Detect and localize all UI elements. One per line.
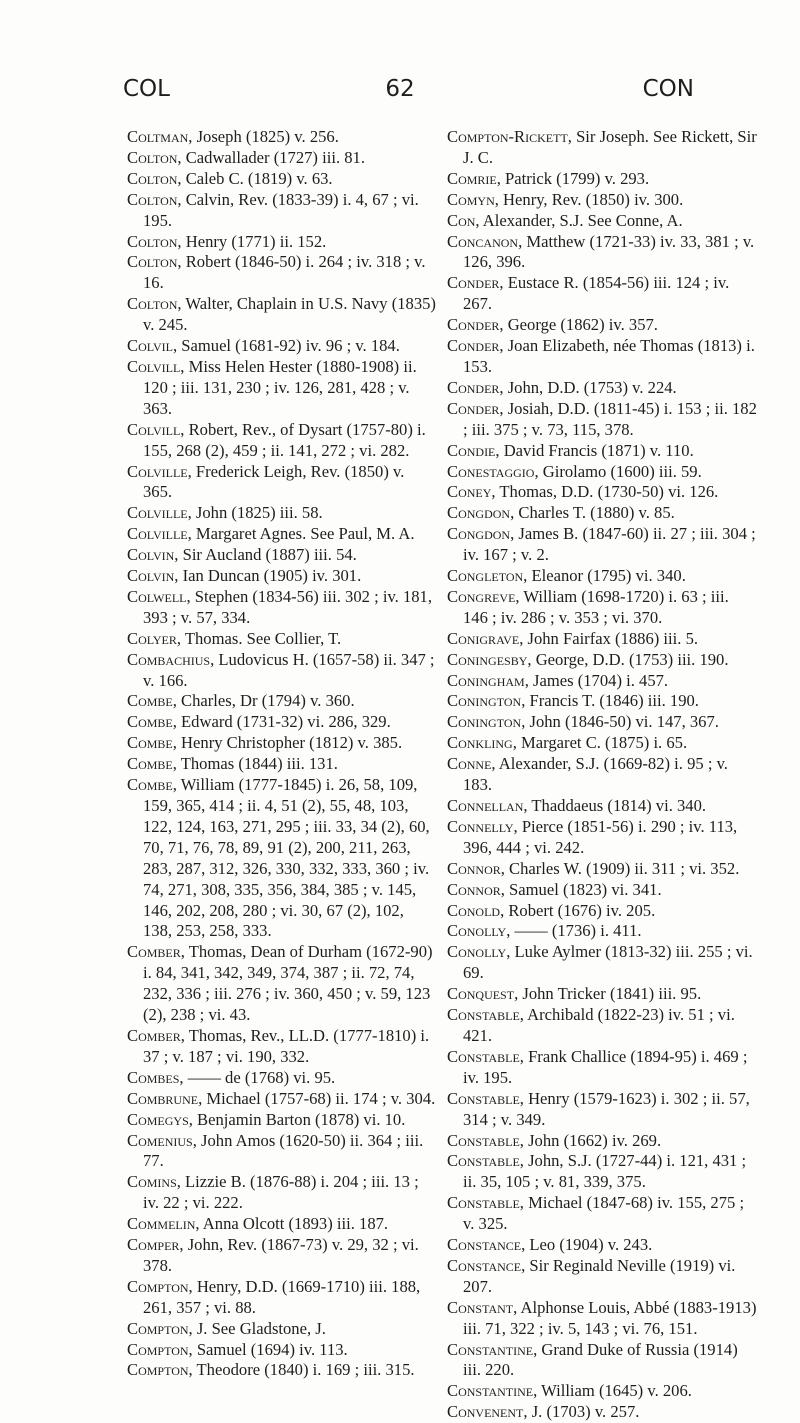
index-entry	[447, 273, 757, 315]
entry-references: , John (1662) iv. 269.	[519, 1130, 662, 1150]
index-entry	[447, 462, 757, 483]
entry-name: Colvin	[127, 566, 175, 586]
entry-references: , Ian Duncan (1905) iv. 301.	[174, 566, 362, 586]
index-entry	[447, 1256, 757, 1298]
index-entry	[447, 524, 757, 566]
entry-name: Colton	[127, 189, 178, 209]
index-entry	[447, 169, 757, 190]
index-entry	[447, 671, 757, 692]
index-entry	[127, 148, 437, 169]
index-entry	[447, 1089, 757, 1131]
entry-references: , George (1862) iv. 357.	[499, 315, 658, 335]
entry-name: Compton	[127, 1318, 189, 1338]
entry-name: Compton	[127, 1276, 189, 1296]
entry-name: Combe	[127, 712, 173, 732]
entry-name: Constance	[447, 1255, 522, 1275]
entry-name: Concanon	[447, 231, 519, 251]
entry-name: Coningesby	[447, 649, 528, 669]
index-entry	[447, 211, 757, 232]
index-entry	[127, 942, 437, 1026]
entry-references: , Margaret C. (1875) i. 65.	[512, 733, 688, 753]
entry-references: , Alexander, S.J. See Conne, A.	[475, 210, 683, 230]
entry-references: , Benjamin Barton (1878) vi. 10.	[188, 1109, 406, 1129]
left-index-column	[127, 127, 437, 1381]
entry-references: , William (1698-1720) i. 63 ; iii. 146 ; iv. 286 ; v. 353 ; vi. 370.	[463, 586, 729, 627]
entry-references: , Stephen (1834-56) iii. 302 ; iv. 181, 393 ; v. 57, 334.	[143, 586, 433, 627]
index-entry	[447, 503, 757, 524]
entry-name: Conkling	[447, 733, 513, 753]
index-entry	[447, 232, 757, 274]
index-entry	[127, 545, 437, 566]
index-entry	[447, 399, 757, 441]
entry-name: Colvin	[127, 545, 175, 565]
entry-name: Colton	[127, 168, 178, 188]
index-entry	[127, 1172, 437, 1214]
entry-name: Combe	[127, 754, 173, 774]
entry-references: , Alexander, S.J. (1669-82) i. 95 ; v. 183.	[463, 754, 728, 795]
index-entry	[127, 1340, 437, 1361]
entry-references: , James (1704) i. 457.	[524, 670, 669, 690]
index-entry	[447, 796, 757, 817]
entry-references: , Henry (1579-1623) i. 302 ; ii. 57, 314 ; v. 349.	[463, 1088, 750, 1129]
entry-name: Comins	[127, 1172, 177, 1192]
entry-references: , Thomas, D.D. (1730-50) vi. 126.	[491, 482, 719, 502]
entry-name: Compton-Rickett	[447, 127, 568, 146]
entry-name: Conder	[447, 377, 500, 397]
header-first-entry: COL	[123, 76, 170, 102]
entry-name: Conolly	[447, 942, 507, 962]
entry-references: , John, S.J. (1727-44) i. 121, 431 ; ii. 35, 105 ; v. 81, 339, 375.	[463, 1151, 747, 1192]
index-entry	[447, 1047, 757, 1089]
index-entry	[447, 817, 757, 859]
entry-references: , Cadwallader (1727) iii. 81.	[177, 147, 365, 167]
entry-name: Con	[447, 210, 476, 230]
index-entry	[127, 629, 437, 650]
entry-references: , Lizzie B. (1876-88) i. 204 ; iii. 13 ; iv. 22 ; vi. 222.	[143, 1172, 419, 1213]
entry-references: , Frank Challice (1894-95) i. 469 ; iv. 195.	[463, 1046, 748, 1087]
entry-name: Conder	[447, 336, 500, 356]
index-entry	[447, 984, 757, 1005]
entry-references: , George, D.D. (1753) iii. 190.	[527, 649, 729, 669]
entry-references: , John (1846-50) vi. 147, 367.	[521, 712, 719, 732]
entry-name: Combe	[127, 775, 173, 795]
index-entry	[447, 733, 757, 754]
index-entry	[127, 1110, 437, 1131]
entry-name: Coney	[447, 482, 492, 502]
entry-references: , John, D.D. (1753) v. 224.	[499, 377, 677, 397]
index-entry	[127, 462, 437, 504]
entry-references: , Thaddaeus (1814) vi. 340.	[523, 796, 707, 815]
index-entry	[127, 357, 437, 420]
index-entry	[447, 127, 757, 169]
index-entry	[447, 712, 757, 733]
index-entry	[127, 420, 437, 462]
index-entry	[127, 190, 437, 232]
entry-references: , Robert (1676) iv. 205.	[500, 900, 656, 920]
index-entry	[447, 901, 757, 922]
entry-references: , J. See Gladstone, J.	[188, 1318, 326, 1338]
entry-name: Constable	[447, 1193, 520, 1213]
entry-name: Constantine	[447, 1381, 534, 1401]
index-entry	[447, 942, 757, 984]
entry-references: , John Amos (1620-50) ii. 364 ; iii. 77.	[143, 1130, 424, 1171]
entry-name: Congreve	[447, 586, 516, 606]
index-entry	[127, 252, 437, 294]
index-entry	[127, 1235, 437, 1277]
entry-name: Colton	[127, 252, 178, 272]
entry-name: Convenent	[447, 1402, 524, 1422]
entry-references: , Sir Aucland (1887) iii. 54.	[174, 545, 357, 565]
entry-name: Conington	[447, 712, 522, 732]
entry-references: , Henry (1771) ii. 152.	[177, 231, 327, 251]
entry-name: Combes	[127, 1067, 180, 1087]
entry-name: Condie	[447, 440, 496, 460]
entry-references: , Patrick (1799) v. 293.	[496, 168, 650, 188]
index-entry	[447, 378, 757, 399]
entry-name: Conquest	[447, 984, 515, 1004]
index-entry	[127, 1214, 437, 1235]
entry-references: , Samuel (1694) iv. 113.	[188, 1339, 348, 1359]
entry-name: Colvil	[127, 336, 173, 356]
index-entry	[127, 232, 437, 253]
entry-references: , Joan Elizabeth, née Thomas (1813) i. 153.	[463, 336, 755, 376]
entry-name: Conne	[447, 754, 492, 774]
entry-name: Coningham	[447, 670, 525, 690]
index-entry	[127, 503, 437, 524]
index-entry	[127, 1360, 437, 1381]
index-entry	[127, 1089, 437, 1110]
index-entry	[127, 524, 437, 545]
entry-name: Connor	[447, 879, 501, 899]
entry-name: Constance	[447, 1235, 522, 1255]
entry-name: Constable	[447, 1151, 520, 1171]
entry-name: Conder	[447, 315, 500, 335]
entry-name: Colvill	[127, 419, 181, 439]
index-entry	[127, 294, 437, 336]
index-entry	[447, 1005, 757, 1047]
entry-references: , Samuel (1681-92) iv. 96 ; v. 184.	[172, 336, 400, 356]
entry-references: , —— de (1768) vi. 95.	[179, 1067, 336, 1087]
entry-name: Conder	[447, 273, 500, 293]
entry-name: Colville	[127, 503, 188, 523]
entry-name: Constable	[447, 1130, 520, 1150]
entry-references: , Henry, Rev. (1850) iv. 300.	[494, 189, 684, 209]
entry-name: Combe	[127, 691, 173, 711]
entry-references: , Josiah, D.D. (1811-45) i. 153 ; ii. 182 ; iii. 375 ; v. 73, 115, 378.	[463, 398, 757, 439]
entry-references: , Charles W. (1909) ii. 311 ; vi. 352.	[500, 858, 740, 878]
entry-name: Congdon	[447, 524, 511, 544]
entry-name: Colyer	[127, 628, 177, 648]
entry-references: , Alphonse Louis, Abbé (1883-1913) iii. 71, 322 ; iv. 5, 143 ; vi. 76, 151.	[463, 1297, 757, 1338]
index-entry	[447, 587, 757, 629]
index-entry	[447, 566, 757, 587]
entry-references: , Sir Joseph. See Rickett, Sir J. C.	[463, 127, 757, 167]
index-entry	[447, 1340, 757, 1382]
entry-references: , Thomas, Rev., LL.D. (1777-1810) i. 37 ; v. 187 ; vi. 190, 332.	[143, 1025, 430, 1066]
index-entry	[447, 1131, 757, 1152]
entry-name: Conington	[447, 691, 522, 711]
entry-name: Congleton	[447, 566, 524, 586]
index-entry	[127, 566, 437, 587]
index-entry	[127, 1277, 437, 1319]
index-entry	[127, 650, 437, 692]
entry-references: , William (1645) v. 206.	[533, 1381, 692, 1401]
entry-name: Comrie	[447, 168, 497, 188]
index-entry	[127, 587, 437, 629]
entry-references: , Robert, Rev., of Dysart (1757-80) i. 155, 268 (2), 459 ; ii. 141, 272 ; vi. 282.	[143, 419, 426, 460]
entry-references: , James B. (1847-60) ii. 27 ; iii. 304 ; iv. 167 ; v. 2.	[463, 524, 756, 565]
entry-name: Combe	[127, 733, 173, 753]
entry-references: , Ludovicus H. (1657-58) ii. 347 ; v. 166.	[143, 649, 435, 690]
index-entry	[127, 1026, 437, 1068]
entry-references: , Caleb C. (1819) v. 63.	[177, 168, 333, 188]
entry-references: , Thomas. See Collier, T.	[176, 628, 342, 648]
entry-references: , Archibald (1822-23) iv. 51 ; vi. 421.	[463, 1005, 735, 1045]
entry-references: , Pierce (1851-56) i. 290 ; iv. 113, 396, 444 ; vi. 242.	[463, 816, 738, 857]
entry-name: Colton	[127, 147, 178, 167]
index-entry	[447, 691, 757, 712]
entry-name: Comber	[127, 1025, 181, 1045]
entry-references: , William (1777-1845) i. 26, 58, 109, 159, 365, 414 ; ii. 4, 51 (2), 55, 48, 103, 122, 124, 163, 271, 295 ; iii. 33, 34 (2), 60, 70, 71, 76, 78, 89, 91 (2), 200, 211, 263, 283, 287, 312, 326, 330, 332, 333, 360 ; iv. 74, 271, 308, 335, 356, 384, 385 ; v. 145, 146, 202, 208, 280 ; vi. 30, 67 (2), 102, 138, 253, 258, 333.	[143, 775, 430, 941]
entry-references: , J. (1703) v. 257.	[523, 1402, 640, 1422]
index-entry	[447, 1193, 757, 1235]
index-entry	[447, 629, 757, 650]
entry-references: , Theodore (1840) i. 169 ; iii. 315.	[188, 1360, 415, 1380]
entry-name: Compton	[127, 1339, 189, 1359]
entry-name: Constable	[447, 1046, 520, 1066]
index-entry	[127, 691, 437, 712]
entry-name: Combachius	[127, 649, 211, 669]
entry-references: , Samuel (1823) vi. 341.	[500, 879, 662, 899]
entry-name: Comegys	[127, 1109, 189, 1129]
index-entry	[127, 1131, 437, 1173]
entry-references: , Michael (1757-68) ii. 174 ; v. 304.	[198, 1088, 436, 1108]
entry-references: , Matthew (1721-33) iv. 33, 381 ; v. 126, 396.	[463, 231, 755, 272]
entry-name: Colton	[127, 231, 178, 251]
index-entry	[127, 127, 437, 148]
entry-references: , Edward (1731-32) vi. 286, 329.	[172, 712, 391, 732]
entry-name: Coltman	[127, 127, 189, 146]
entry-references: , Eustace R. (1854-56) iii. 124 ; iv. 267.	[463, 273, 730, 314]
entry-name: Colville	[127, 524, 188, 544]
entry-references: , Leo (1904) v. 243.	[521, 1235, 653, 1255]
entry-references: , Miss Helen Hester (1880-1908) ii. 120 ; iii. 131, 230 ; iv. 126, 281, 428 ; v. 363.	[143, 356, 417, 418]
entry-name: Combrune	[127, 1088, 199, 1108]
entry-name: Colton	[127, 294, 178, 314]
entry-references: , Grand Duke of Russia (1914) iii. 220.	[463, 1339, 738, 1380]
entry-name: Conestaggio	[447, 461, 535, 481]
entry-references: , Walter, Chaplain in U.S. Navy (1835) v. 245.	[143, 294, 436, 335]
entry-name: Comyn	[447, 189, 495, 209]
entry-references: , Sir Reginald Neville (1919) vi. 207.	[463, 1255, 736, 1296]
index-entry	[447, 1151, 757, 1193]
entry-name: Conigrave	[447, 628, 520, 648]
index-entry	[447, 336, 757, 378]
entry-name: Constant	[447, 1297, 514, 1317]
index-entry	[127, 754, 437, 775]
entry-references: , Anna Olcott (1893) iii. 187.	[195, 1214, 389, 1234]
entry-name: Constable	[447, 1088, 520, 1108]
entry-references: , Joseph (1825) v. 256.	[188, 127, 339, 146]
entry-references: , Frederick Leigh, Rev. (1850) v. 365.	[143, 461, 405, 502]
index-entry	[447, 190, 757, 211]
header-last-entry: CON	[642, 76, 694, 102]
entry-name: Compton	[127, 1360, 189, 1380]
index-entry	[447, 921, 757, 942]
entry-references: , Charles T. (1880) v. 85.	[510, 503, 675, 523]
index-entry	[447, 1402, 757, 1423]
page-number: 62	[385, 76, 415, 102]
entry-name: Colville	[127, 461, 188, 481]
index-entry	[447, 1235, 757, 1256]
index-entry	[127, 169, 437, 190]
entry-name: Conold	[447, 900, 501, 920]
running-header	[0, 76, 800, 106]
entry-name: Conolly	[447, 921, 507, 941]
entry-name: Constable	[447, 1005, 520, 1025]
entry-references: , Robert (1846-50) i. 264 ; iv. 318 ; v. 16.	[143, 252, 426, 293]
index-entry	[447, 880, 757, 901]
entry-references: , —— (1736) i. 411.	[506, 921, 642, 941]
entry-name: Congdon	[447, 503, 511, 523]
entry-references: , Thomas (1844) iii. 131.	[172, 754, 338, 774]
entry-name: Constantine	[447, 1339, 534, 1359]
index-entry	[127, 1319, 437, 1340]
entry-references: , Eleanor (1795) vi. 340.	[523, 566, 686, 586]
entry-references: , John (1825) iii. 58.	[187, 503, 323, 523]
entry-name: Colvill	[127, 356, 181, 376]
entry-references: , Thomas, Dean of Durham (1672-90) i. 84, 341, 342, 349, 374, 387 ; ii. 72, 74, 232, 336 ; iii. 276 ; iv. 360, 450 ; v. 59, 123 (2), 238 ; vi. 43.	[143, 942, 433, 1025]
entry-name: Comenius	[127, 1130, 193, 1150]
entry-references: , Henry Christopher (1812) v. 385.	[172, 733, 403, 753]
entry-name: Comber	[127, 942, 181, 962]
entry-name: Connellan	[447, 796, 524, 815]
entry-name: Comper	[127, 1235, 180, 1255]
right-index-column	[447, 127, 757, 1423]
index-entry	[447, 482, 757, 503]
entry-references: , Charles, Dr (1794) v. 360.	[172, 691, 355, 711]
index-entry	[127, 775, 437, 942]
entry-references: , John, Rev. (1867-73) v. 29, 32 ; vi. 378.	[143, 1235, 419, 1275]
entry-references: , Luke Aylmer (1813-32) iii. 255 ; vi. 69.	[463, 942, 753, 983]
index-entry	[447, 859, 757, 880]
index-entry	[447, 315, 757, 336]
entry-references: , Calvin, Rev. (1833-39) i. 4, 67 ; vi. 195.	[143, 189, 419, 230]
entry-references: , Girolamo (1600) iii. 59.	[534, 461, 702, 481]
entry-references: , Henry, D.D. (1669-1710) iii. 188, 261, 357 ; vi. 88.	[143, 1276, 421, 1317]
index-entry	[447, 1298, 757, 1340]
index-entry	[127, 1068, 437, 1089]
index-entry	[447, 1381, 757, 1402]
index-entry	[447, 650, 757, 671]
index-entry	[447, 441, 757, 462]
index-entry	[127, 712, 437, 733]
entry-references: , Margaret Agnes. See Paul, M. A.	[187, 524, 415, 544]
entry-name: Connor	[447, 858, 501, 878]
index-entry	[127, 733, 437, 754]
entry-references: , John Tricker (1841) iii. 95.	[514, 984, 702, 1004]
index-entry	[447, 754, 757, 796]
entry-references: , Francis T. (1846) iii. 190.	[521, 691, 699, 711]
index-entry	[127, 336, 437, 357]
entry-name: Conder	[447, 398, 500, 418]
entry-references: , John Fairfax (1886) iii. 5.	[519, 628, 699, 648]
entry-name: Colwell	[127, 586, 187, 606]
entry-name: Commelin	[127, 1214, 196, 1234]
entry-references: , Michael (1847-68) iv. 155, 275 ; v. 325.	[463, 1193, 745, 1234]
entry-name: Connelly	[447, 816, 514, 836]
entry-references: , David Francis (1871) v. 110.	[495, 440, 694, 460]
